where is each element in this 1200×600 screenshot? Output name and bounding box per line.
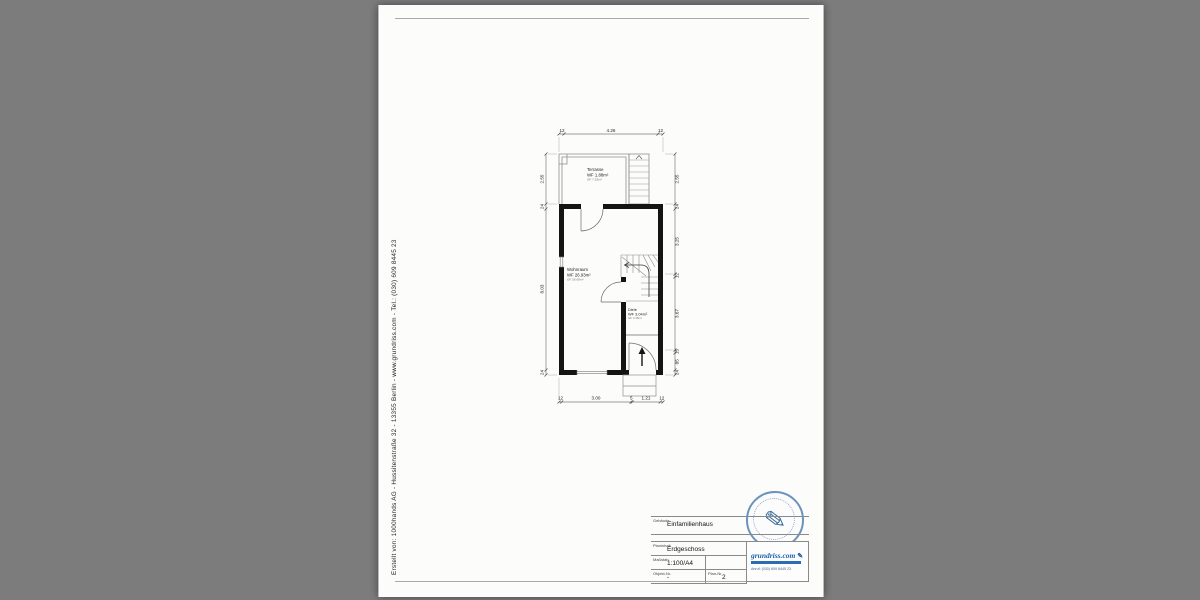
svg-text:4.26: 4.26 [606, 128, 616, 133]
svg-text:GF 7.53m²: GF 7.53m² [587, 177, 602, 182]
field-value-planinhalt: Erdgeschoss [667, 546, 705, 553]
svg-text:1.21: 1.21 [641, 395, 651, 401]
svg-text:WF 26.93m²: WF 26.93m² [567, 272, 591, 278]
terrace-outline [559, 154, 649, 204]
stair-walk-line [625, 263, 650, 298]
field-label-plannr: Plan-Nr. [708, 571, 723, 576]
titleblock-row-scale [651, 556, 746, 570]
terrace-door [581, 209, 603, 231]
stamp-pen-icon: ✎ [762, 503, 788, 536]
room-label-wohnraum [567, 267, 591, 282]
entrance-landing-steps [623, 375, 656, 396]
svg-text:Wohnraum: Wohnraum [567, 267, 588, 272]
svg-text:85: 85 [674, 359, 680, 365]
titleblock-empty-cell [706, 556, 746, 569]
terrace-stair-treads [629, 156, 649, 197]
svg-text:3.67: 3.67 [674, 309, 680, 318]
entrance-arrow [639, 347, 646, 366]
logo-cell [747, 542, 809, 582]
svg-text:3.25: 3.25 [674, 237, 680, 246]
window-left [559, 257, 564, 267]
floor-plan-drawing [529, 119, 699, 419]
window-bottom [577, 370, 607, 375]
svg-text:8.03: 8.03 [539, 284, 545, 294]
field-value-massstab: 1:100/A4 [667, 560, 694, 567]
titleblock-row-plancontent [651, 542, 746, 556]
svg-text:GF 26.69m²: GF 26.69m² [567, 277, 584, 282]
svg-text:12: 12 [674, 272, 680, 279]
svg-text:5: 5 [630, 395, 633, 401]
logo-tagline: Anruf: (030) 609 8445 23 [751, 567, 791, 571]
svg-text:Diele: Diele [628, 307, 637, 312]
svg-text:WF 3.04m²: WF 3.04m² [628, 311, 648, 317]
svg-text:WF 1.88m²: WF 1.88m² [587, 172, 609, 178]
logo-wordmark: grundriss.com [751, 551, 796, 560]
interior-walls [621, 277, 626, 370]
field-value-plannr: 2 [722, 574, 726, 581]
field-value-gebaeude: Einfamilienhaus [667, 521, 713, 528]
creator-side-note: Erstellt von: 1000hands AG - Hussitenstraße 32 - 13355 Berlin - www.grundriss.com - Tel.: (030) 609 8445 23 [391, 239, 398, 575]
titleblock-row-numbers [651, 570, 746, 584]
svg-text:GF 3.46m²: GF 3.46m² [628, 316, 642, 321]
field-label-objektnr: Objekt-Nr. [653, 571, 672, 576]
field-label-planinhalt: Planinhalt [653, 543, 671, 548]
dim-lines [546, 134, 675, 402]
field-label-massstab: Maßstab [653, 557, 669, 562]
grundriss-logo [751, 551, 803, 560]
dim-ticks [545, 133, 677, 404]
document-page [378, 5, 824, 597]
svg-text:24: 24 [539, 369, 545, 376]
svg-text:Terrasse: Terrasse [587, 167, 604, 172]
svg-text:24: 24 [539, 203, 545, 210]
room-label-terrasse [587, 167, 609, 182]
field-value-objektnr: - [667, 574, 670, 581]
svg-text:2.55: 2.55 [674, 174, 680, 184]
room-label-diele [628, 307, 648, 320]
svg-text:12: 12 [557, 395, 564, 401]
exterior-walls [559, 204, 663, 375]
svg-text:15: 15 [674, 348, 680, 355]
page-top-rule [395, 18, 809, 19]
field-label-gebaeude: Gebäude [653, 518, 670, 523]
titleblock-spacer-row [651, 535, 809, 542]
svg-text:24: 24 [674, 203, 680, 210]
svg-text:24: 24 [674, 369, 680, 376]
svg-text:12: 12 [559, 128, 565, 133]
svg-text:3.00: 3.00 [591, 395, 601, 401]
svg-text:12: 12 [659, 395, 665, 401]
svg-text:12: 12 [657, 128, 664, 133]
logo-pen-icon: ✎ [797, 552, 804, 560]
titleblock-row-building [651, 516, 809, 535]
logo-underline-bar [751, 561, 801, 564]
interior-stair [621, 255, 658, 301]
title-block [651, 516, 811, 584]
svg-text:2.55: 2.55 [539, 174, 545, 184]
diele-door [601, 282, 621, 302]
